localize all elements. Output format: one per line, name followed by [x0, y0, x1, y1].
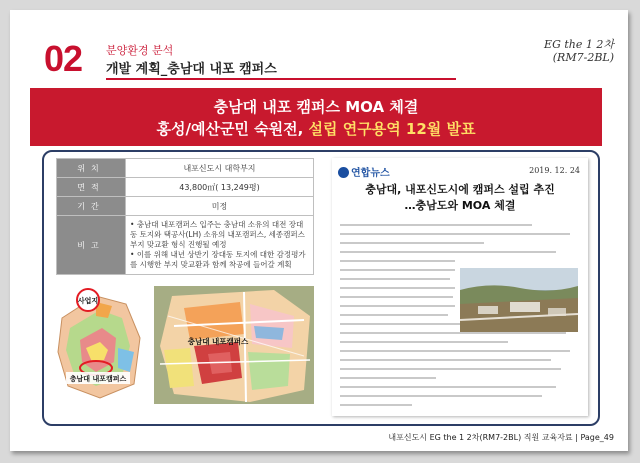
brand-label: [544, 38, 614, 64]
page-subtitle: 개발 계획_충남대 내포 캠퍼스: [106, 62, 277, 77]
banner-line-1: 충남대 내포 캠퍼스 MOA 체결: [213, 98, 419, 116]
page-footer: 내포신도시 EG the 1 2차(RM7-2BL) 직원 교육자료 | Page_49: [388, 433, 614, 442]
table-row: [57, 178, 314, 197]
note-item: • 이를 위해 내년 상반기 장대동 토지에 대한 감정평가를 시행한 부지 맞교환과 함께 착공에 들어갈 계획: [130, 250, 306, 269]
row-label: 비고: [57, 216, 126, 275]
row-value: 43,800㎡( 13,249평): [126, 178, 314, 197]
news-headline-line-2: …충남도와 MOA 체결: [404, 199, 516, 212]
banner-line-2-prefix: 홍성/예산군민 숙원전,: [156, 120, 309, 138]
campus-detail-map: [154, 286, 314, 404]
banner-highlight: 설립 연구용역 12월 발표: [308, 120, 476, 138]
table-row: [57, 197, 314, 216]
news-source: 연합뉴스: [338, 164, 390, 179]
map-label-campus: 충남대 내포캠퍼스: [69, 375, 127, 383]
map-label-campus-detail: 충남대 내포캠퍼스: [187, 337, 249, 346]
table-row: [57, 216, 314, 275]
note-cell: [126, 216, 314, 275]
row-value: 미정: [126, 197, 314, 216]
info-table: [56, 158, 314, 275]
section-number: 02: [44, 38, 83, 79]
brand-code: (RM7-2BL): [552, 51, 614, 64]
note-item: • 충남대 내포캠퍼스 입주는 충남대 소유의 대전 장대동 토지와 택공사(LH) 소유의 내포캠퍼스, 세종캠퍼스 부지 맞교환 형식 진행될 예정: [130, 220, 305, 249]
aerial-photo: [460, 268, 578, 332]
slide-page: [10, 10, 628, 451]
news-headline-line-1: 충남대, 내포신도시에 캠퍼스 설립 추진: [365, 183, 555, 196]
row-label: 면적: [57, 178, 126, 197]
table-row: [57, 159, 314, 178]
news-logo-icon: [338, 167, 349, 178]
news-clipping: [332, 158, 588, 416]
news-date: 2019. 12. 24: [529, 166, 580, 175]
content-frame: [42, 150, 600, 426]
section-title: 분양환경 분석: [106, 44, 174, 57]
location-map-overview: [56, 288, 144, 402]
map-label-site: 사업지: [77, 297, 99, 305]
header-divider: [106, 78, 456, 80]
row-value: 내포신도시 대학부지: [126, 159, 314, 178]
headline-banner: [30, 88, 602, 146]
slide-header: [34, 32, 614, 88]
row-label: 위치: [57, 159, 126, 178]
news-headline: [338, 182, 582, 214]
row-label: 기간: [57, 197, 126, 216]
banner-line-2: [30, 118, 602, 139]
brand-name: EG the 1 2차: [544, 38, 614, 51]
